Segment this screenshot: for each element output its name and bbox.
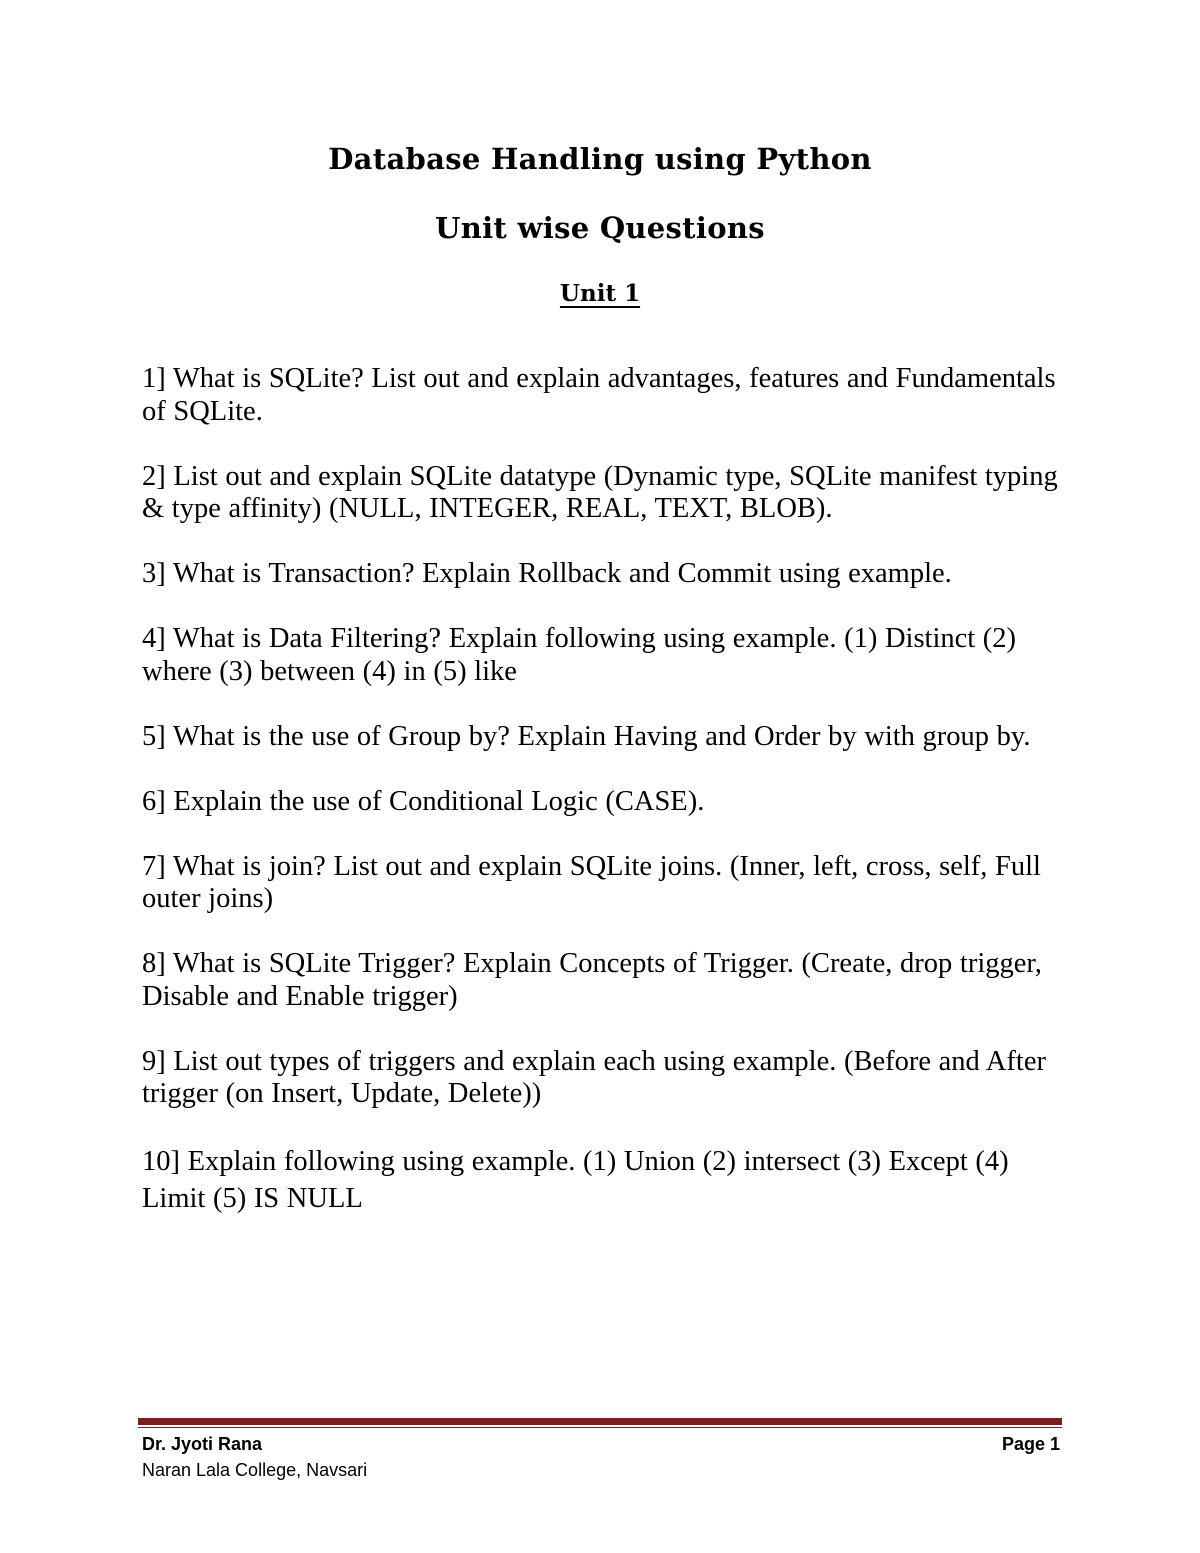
- question-item: 9] List out types of triggers and explain each using example. (Before and After trigger (on Insert, Update, Delete)): [142, 1045, 1046, 1109]
- question-list: [142, 363, 1062, 1250]
- footer-college: Naran Lala College, Navsari: [142, 1460, 368, 1480]
- footer-divider-thin: [138, 1427, 1062, 1428]
- question-item: 3] What is Transaction? Explain Rollback and Commit using example.: [142, 558, 952, 589]
- document-subtitle: Unit wise Questions: [435, 211, 765, 245]
- question-item: 8] What is SQLite Trigger? Explain Concepts of Trigger. (Create, drop trigger, Disable and Enable trigger): [142, 948, 1042, 1012]
- question-item: 1] What is SQLite? List out and explain advantages, features and Fundamentals of SQLite.: [142, 363, 1056, 427]
- question-item: 6] Explain the use of Conditional Logic (CASE).: [142, 785, 705, 817]
- question-item: 5] What is the use of Group by? Explain Having and Order by with group by.: [142, 720, 1031, 752]
- page-number: Page 1: [1001, 1434, 1060, 1454]
- question-item: 2] List out and explain SQLite datatype (Dynamic type, SQLite manifest typing & type affinity) (NULL, INTEGER, REAL, TEXT, BLOB).: [142, 460, 1058, 524]
- document-title: Database Handling using Python: [328, 142, 872, 176]
- question-item: 7] What is join? List out and explain SQLite joins. (Inner, left, cross, self, Full outer joins): [142, 850, 1041, 914]
- footer-author: Dr. Jyoti Rana: [142, 1434, 263, 1454]
- question-item: 4] What is Data Filtering? Explain following using example. (1) Distinct (2) where (3) between (4) in (5) like: [142, 623, 1017, 687]
- unit-heading: [0, 280, 1200, 307]
- unit-heading-text: Unit 1: [559, 280, 641, 307]
- question-item: 10] Explain following using example. (1) Union (2) intersect (3) Except (4) Limit (5) IS NULL: [142, 1146, 1009, 1214]
- footer-divider: [138, 1418, 1062, 1425]
